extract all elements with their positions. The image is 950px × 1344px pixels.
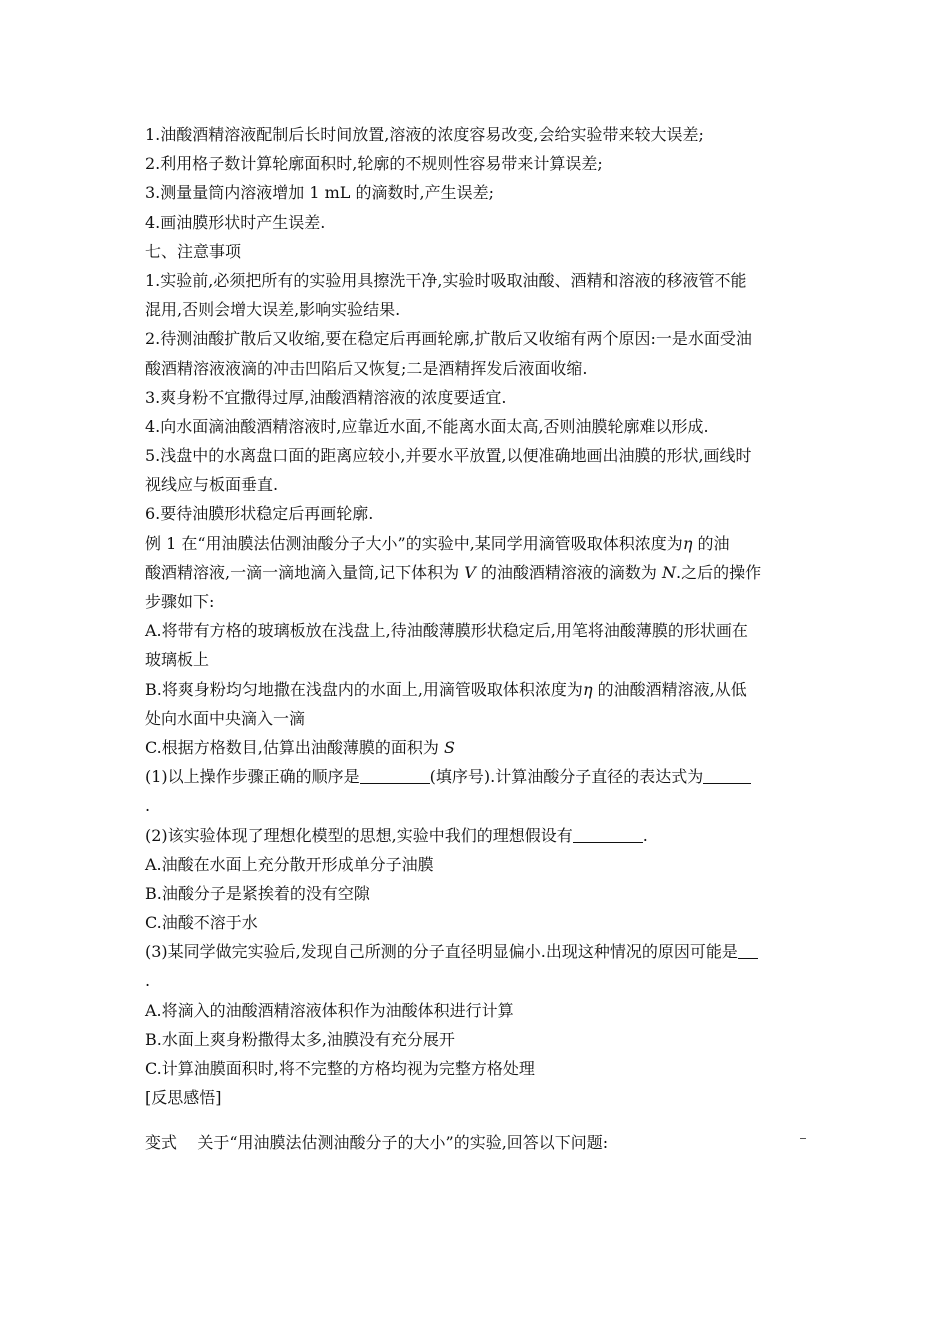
- note-5-line-1: 5.浅盘中的水离盘口面的距离应较小,并要水平放置,以便准确地画出油膜的形状,画线时: [145, 446, 752, 466]
- step-a-line-1: A.将带有方格的玻璃板放在浅盘上,待油酸薄膜形状稳定后,用笔将油酸薄膜的形状画在: [145, 621, 748, 641]
- question-1-period: .: [145, 796, 151, 816]
- reflection-heading: [反思感悟]: [145, 1088, 222, 1108]
- answer-blank-formula[interactable]: [703, 765, 751, 784]
- document-body: [145, 120, 805, 1158]
- question-2-option-b: B.油酸分子是紧挨着的没有空隙: [145, 883, 370, 903]
- step-b-text: 的油酸酒精溶液,从低: [592, 679, 747, 699]
- example-text: 例 1 在“用油膜法估测油酸分子大小”的实验中,某同学用滴管吸取体积浓度为: [145, 533, 683, 553]
- example-text: .之后的操作: [676, 562, 762, 582]
- error-item-2: 2.利用格子数计算轮廓面积时,轮廓的不规则性容易带来计算误差;: [145, 154, 603, 174]
- note-3: 3.爽身粉不宜撒得过厚,油酸酒精溶液的浓度要适宜.: [145, 387, 507, 407]
- error-item-3: 3.测量量筒内溶液增加 1 mL 的滴数时,产生误差;: [145, 183, 494, 203]
- question-3-period: .: [145, 971, 151, 991]
- note-6: 6.要待油膜形状稳定后再画轮廓.: [145, 504, 374, 524]
- question-3-option-c: C.计算油膜面积时,将不完整的方格均视为完整方格处理: [145, 1059, 535, 1078]
- drop-count-symbol: N: [662, 562, 677, 582]
- step-b-line-2: 处向水面中央滴入一滴: [145, 708, 306, 728]
- question-3-option-b: B.水面上爽身粉撒得太多,油膜没有充分展开: [145, 1029, 455, 1049]
- error-item-4: 4.画油膜形状时产生误差.: [145, 212, 326, 232]
- answer-blank-assumption[interactable]: [573, 824, 643, 843]
- question-2-option-a: A.油酸在水面上充分散开形成单分子油膜: [145, 854, 434, 874]
- eta-symbol: η: [582, 679, 593, 699]
- note-2-line-2: 酸酒精溶液液滴的冲击凹陷后又恢复;二是酒精挥发后液面收缩.: [145, 358, 588, 378]
- answer-blank-cause[interactable]: [738, 940, 758, 959]
- area-symbol: S: [443, 737, 455, 757]
- example-line-3: 步骤如下:: [145, 592, 215, 611]
- page-mark: [800, 1138, 806, 1139]
- step-c: [145, 733, 805, 762]
- step-a-line-2: 玻璃板上: [145, 650, 210, 670]
- question-2-period: .: [642, 825, 648, 845]
- example-text: 的油酸酒精溶液的滴数为: [475, 562, 663, 582]
- question-3: [145, 937, 805, 966]
- note-1-line-1: 1.实验前,必须把所有的实验用具擦洗干净,实验时吸取油酸、酒精和溶液的移液管不能: [145, 270, 747, 290]
- question-3-text: (3)某同学做完实验后,发现自己所测的分子直径明显偏小.出现这种情况的原因可能是: [145, 942, 738, 962]
- note-5-line-2: 视线应与板面垂直.: [145, 475, 279, 495]
- answer-blank-order[interactable]: [360, 765, 430, 784]
- volume-symbol: V: [464, 562, 476, 582]
- question-1-text: (填序号).计算油酸分子直径的表达式为: [429, 767, 704, 787]
- spacer: [145, 1112, 805, 1128]
- question-2-text: (2)该实验体现了理想化模型的思想,实验中我们的理想假设有: [145, 825, 573, 845]
- question-1: [145, 762, 805, 791]
- note-2-line-1: 2.待测油酸扩散后又收缩,要在稳定后再画轮廓,扩散后又收缩有两个原因:一是水面受油: [145, 329, 752, 349]
- example-line-1: [145, 529, 805, 558]
- example-text: 酸酒精溶液,一滴一滴地滴入量筒,记下体积为: [145, 562, 465, 582]
- step-b-line-1: [145, 675, 805, 704]
- example-line-2: [145, 558, 805, 587]
- variant-heading: 变式 关于“用油膜法估测油酸分子的大小”的实验,回答以下问题:: [145, 1133, 609, 1153]
- question-2: [145, 821, 805, 850]
- error-item-1: 1.油酸酒精溶液配制后长时间放置,溶液的浓度容易改变,会给实验带来较大误差;: [145, 125, 704, 144]
- question-2-option-c: C.油酸不溶于水: [145, 913, 258, 933]
- question-1-text: (1)以上操作步骤正确的顺序是: [145, 767, 360, 787]
- step-b-text: B.将爽身粉均匀地撒在浅盘内的水面上,用滴管吸取体积浓度为: [145, 679, 583, 699]
- section-heading-notes: 七、注意事项: [145, 241, 242, 261]
- example-text: 的油: [692, 533, 730, 553]
- note-4: 4.向水面滴油酸酒精溶液时,应靠近水面,不能离水面太高,否则油膜轮廓难以形成.: [145, 416, 709, 436]
- step-c-text: C.根据方格数目,估算出油酸薄膜的面积为: [145, 737, 444, 757]
- question-3-option-a: A.将滴入的油酸酒精溶液体积作为油酸体积进行计算: [145, 1000, 514, 1020]
- eta-symbol: η: [682, 533, 693, 553]
- note-1-line-2: 混用,否则会增大误差,影响实验结果.: [145, 300, 401, 320]
